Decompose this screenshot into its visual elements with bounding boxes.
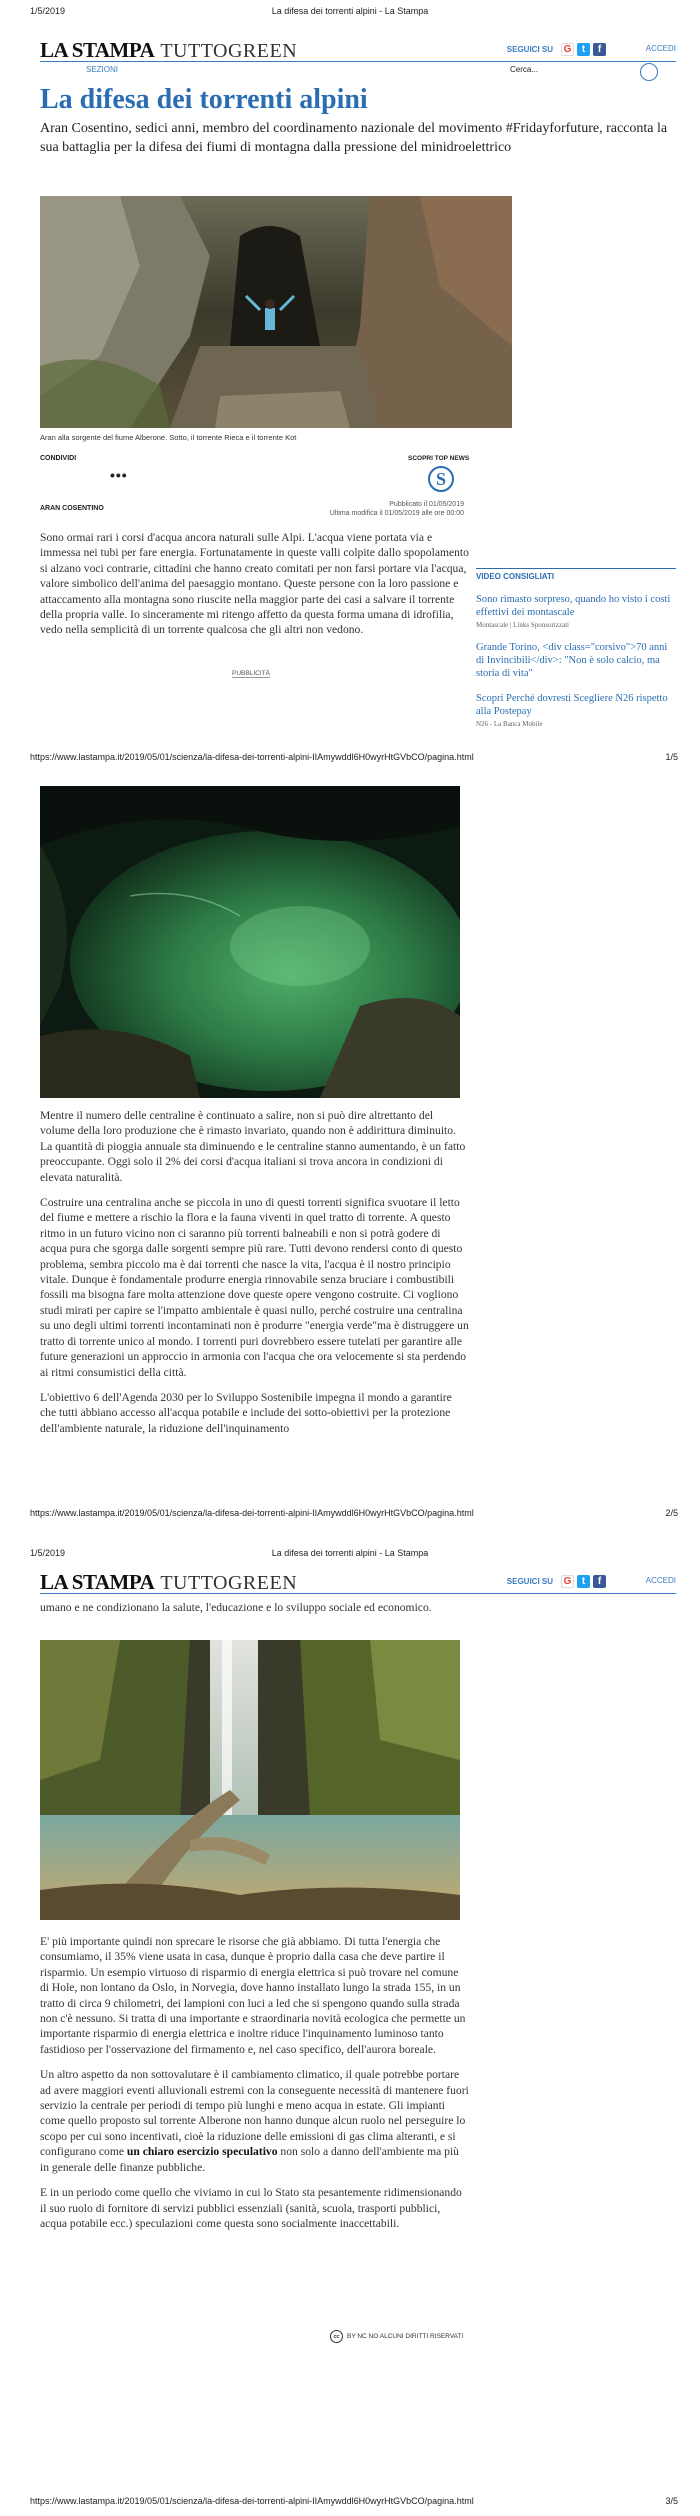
video-item[interactable] <box>476 641 676 680</box>
print-url: https://www.lastampa.it/2019/05/01/scienza/la-difesa-dei-torrenti-alpini-IIAmywddl6H0wyrHtGVbCO/pagina.html <box>30 1508 474 1518</box>
video-label: VIDEO CONSIGLIATI <box>476 572 555 581</box>
photo-caption: Aran alla sorgente del fiume Alberone. Sotto, il torrente Rieca e il torrente Kot <box>40 433 297 442</box>
article-body-page3-top <box>40 1600 470 1625</box>
paragraph: Costruire una centralina anche se piccola in uno di questi torrenti significa svuotare il letto del fiume e mettere a rischio la flora e la fauna viventi in quel tratto di torrente. A questo ritmo in un futuro vicino non ci saranno più torrenti balneabili e non si potrà godere di acqua pura che sgorga dalle sorgenti sempre più rare. Tutti devono rendersi conto di questo problema, sembra piccolo ma è dai torrenti che nasce la vita, l'acqua è il nostro principio vitale. Dunque è fondamentale produrre energia rinnovabile senza bruciare i combustibili fossili ma bisogna fare molta attenzione dove queste opere vengono costruite. Ci vogliono studi mirati per capire se l'impatto ambientale è quasi nullo, perché costruire una centralina su uno degli ultimi torrenti incontaminati non è produrre "energia verde"ma è distruggere un tratto di torrente unico al mondo. I torrenti puri dovrebbero essere tutelati per garantire alle future generazioni un approccio in armonia con l'acqua che ora velocemente si sta perdendo ai ritmi consumistici della città. <box>40 1196 469 1379</box>
topnews-badge[interactable]: S <box>428 466 454 492</box>
site-logo[interactable] <box>40 38 297 63</box>
site-header <box>40 38 676 62</box>
author-name[interactable]: ARAN COSENTINO <box>40 505 104 512</box>
print-date: 1/5/2019 <box>30 6 66 16</box>
print-page-number: 2/5 <box>665 1508 678 1518</box>
print-page-number: 3/5 <box>665 2496 678 2506</box>
paragraph: L'obiettivo 6 dell'Agenda 2030 per lo Sviluppo Sostenibile impegna il mondo a garantire che tutti abbiano accesso all'acqua potabile e include dei sotto-obiettivi per la protezione dell'ambiente naturale, la riduzione dell'inquinamento <box>40 1390 452 1435</box>
text-segment: Un altro aspetto da non sottovalutare è il cambiamento climatico, il quale potrebbe portare ad avere maggiori eventi alluvionali estremi con la conseguente necessità di mantenere fuori servizio la centrale per periodi di tempo più lunghi e meno acqua in estate. Gli impianti come quello proposto sul torrente Alberone non hanno dunque alcun ruolo nel perseguire lo scopo per cui sono incentivati, cioè la riduzione delle emissioni di gas clima alteranti, e si configurano come <box>40 2068 469 2159</box>
print-footer-1 <box>0 752 700 766</box>
login-link[interactable]: ACCEDI <box>645 1576 676 1585</box>
print-header-1 <box>0 4 700 18</box>
hero-photo <box>40 196 512 428</box>
search-icon[interactable] <box>640 63 658 81</box>
video-item[interactable] <box>476 692 676 728</box>
share-label: CONDIVIDI <box>40 455 77 462</box>
creative-commons-icon: cc <box>330 2330 343 2343</box>
sections-menu[interactable]: SEZIONI <box>86 65 119 74</box>
bold-phrase: un chiaro esercizio speculativo <box>126 2145 278 2159</box>
paragraph: E' più importante quindi non sprecare le risorse che già abbiamo. Di tutta l'energia che consumiamo, il 35% viene usata in casa, dunque è proprio dalla casa che deve partire il risparmio. Un esempio virtuoso di risparmio di energia elettrica si può trovare nel comune di Hole, non lontano da Oslo, in Norvegia, dove hanno installato lungo la strada 155, in un tratto di circa 9 chilometri, dei lampioni con luci a led che si spengono quando sulla strada non c'è nessuno. Si tratta di una importante e straordinaria novità ecologica che permette un importante risparmio di energia elettrica e inoltre riduce l'inquinamento luminoso tanto fastidioso per l'osservazione del firmamento e, nel caso specifico, dell'aurora boreale. <box>40 1935 466 2056</box>
twitter-icon[interactable]: t <box>577 1575 590 1588</box>
video-source: N26 - La Banca Mobile <box>476 720 543 728</box>
brand-name: LA STAMPA <box>40 1570 155 1594</box>
article-body-page1 <box>40 530 470 648</box>
follow-bar <box>507 1575 606 1588</box>
topnews-label: SCOPRI TOP NEWS <box>408 455 470 462</box>
facebook-icon[interactable]: f <box>593 1575 606 1588</box>
river-photo-kot <box>40 1640 460 1920</box>
search-input[interactable]: Cerca... <box>510 65 539 74</box>
section-name: TUTTOGREEN <box>160 40 298 62</box>
print-doc-title: La difesa dei torrenti alpini - La Stampa <box>271 1548 429 1558</box>
print-doc-title: La difesa dei torrenti alpini - La Stampa <box>271 6 429 16</box>
follow-bar <box>507 43 606 56</box>
license-text: BY NC NO ALCUNI DIRITTI RISERVATI <box>347 2333 464 2340</box>
paragraph: E in un periodo come quello che viviamo in cui lo Stato sta pesantemente ridimensionando il suo ruolo di fornitore di servizi pubblici essenziali (sanità, scuola, trasporti pubblici, acqua potabile ecc.) speculazioni come questa sono socialmente inaccettabili. <box>40 2186 462 2230</box>
river-photo-rieca <box>40 786 460 1098</box>
paragraph: Mentre il numero delle centraline è continuato a salire, non si può dire altrettanto del volume della loro produzione che è rimasto invariato, quando non è addirittura diminuito. La quantità di pioggia annuale sta diminuendo e le centraline stanno aumentando, è un fatto preoccupante. Oggi solo il 2% dei corsi d'acqua italiani si trova ancora in condizioni di elevata naturalità. <box>40 1109 466 1184</box>
print-page-number: 1/5 <box>665 752 678 762</box>
paragraph <box>40 2067 470 2175</box>
publish-info <box>330 500 464 518</box>
paragraph: umano e ne condizionano la salute, l'educazione e lo sviluppo sociale ed economico. <box>40 1601 432 1614</box>
license-badge[interactable] <box>330 2330 463 2343</box>
print-header-3 <box>0 1546 700 1560</box>
print-footer-2 <box>0 1508 700 1522</box>
video-title[interactable]: Scopri Perché dovresti Scegliere N26 rispetto alla Postepay <box>476 693 668 717</box>
login-link[interactable]: ACCEDI <box>645 44 676 53</box>
twitter-icon[interactable]: t <box>577 43 590 56</box>
section-name: TUTTOGREEN <box>160 1572 298 1594</box>
text-segment: non solo a danno dell'ambiente ma più in generale delle finanze pubbliche. <box>40 2145 459 2174</box>
print-date: 1/5/2019 <box>30 1548 66 1558</box>
modified-date: Ultima modifica il 01/05/2019 alle ore 00:00 <box>329 510 464 517</box>
published-date: Pubblicato il 01/05/2019 <box>389 501 464 508</box>
video-title[interactable]: Sono rimasto sorpreso, quando ho visto i costi effettivi dei montascale <box>476 594 671 618</box>
google-icon[interactable]: G <box>561 1575 574 1588</box>
follow-label: SEGUICI SU <box>506 45 553 54</box>
article-body-page2 <box>40 1108 470 1446</box>
facebook-icon[interactable]: f <box>593 43 606 56</box>
paragraph: Sono ormai rari i corsi d'acqua ancora naturali sulle Alpi. L'acqua viene portata via e immessa nei tubi per fare energia. Fortunatamente in queste valli colpite dallo spopolamento si alzano voci contrarie, cittadini che hanno creato comitati per non farsi portare via l'acqua, valore simbolico dell'anima del paesaggio montano. Queste persone con la loro passione e attaccamento alla montagna sono riuscite nella maggior parte dei casi a salvare il torrente della propria valle. Io sinceramente mi ritengo affetto da questa forma umana di idrofilia, vedo nella semplicità di un torrente qualcosa che gli altri non vedono. <box>40 531 469 637</box>
print-url: https://www.lastampa.it/2019/05/01/scienza/la-difesa-dei-torrenti-alpini-IIAmywddl6H0wyrHtGVbCO/pagina.html <box>30 752 474 762</box>
ad-label: PUBBLICITÀ <box>232 670 270 677</box>
brand-name: LA STAMPA <box>40 38 155 62</box>
follow-label: SEGUICI SU <box>506 1577 553 1586</box>
video-title[interactable]: Grande Torino, <div class="corsivo">70 anni di Invincibili</div>: "Non è solo calcio, ma storia di vita" <box>476 642 668 679</box>
video-item[interactable] <box>476 593 676 629</box>
article-subtitle: Aran Cosentino, sedici anni, membro del coordinamento nazionale del movimento #Fridayforfuture, racconta la sua battaglia per la difesa dei fiumi di montagna dalla pressione del minidroelettrico <box>40 121 668 155</box>
video-source: Montascale | Links Sponsorizzati <box>476 621 569 629</box>
article-body-page3 <box>40 1934 470 2241</box>
google-icon[interactable]: G <box>561 43 574 56</box>
video-recommended <box>476 568 676 728</box>
print-footer-3 <box>0 2496 700 2510</box>
sub-nav <box>40 65 676 78</box>
article-title: La difesa dei torrenti alpini <box>40 84 368 115</box>
site-logo[interactable] <box>40 1570 297 1595</box>
print-url: https://www.lastampa.it/2019/05/01/scienza/la-difesa-dei-torrenti-alpini-IIAmywddl6H0wyrHtGVbCO/pagina.html <box>30 2496 474 2506</box>
share-more-icon[interactable]: ••• <box>110 467 128 483</box>
site-header-page3 <box>40 1570 676 1594</box>
